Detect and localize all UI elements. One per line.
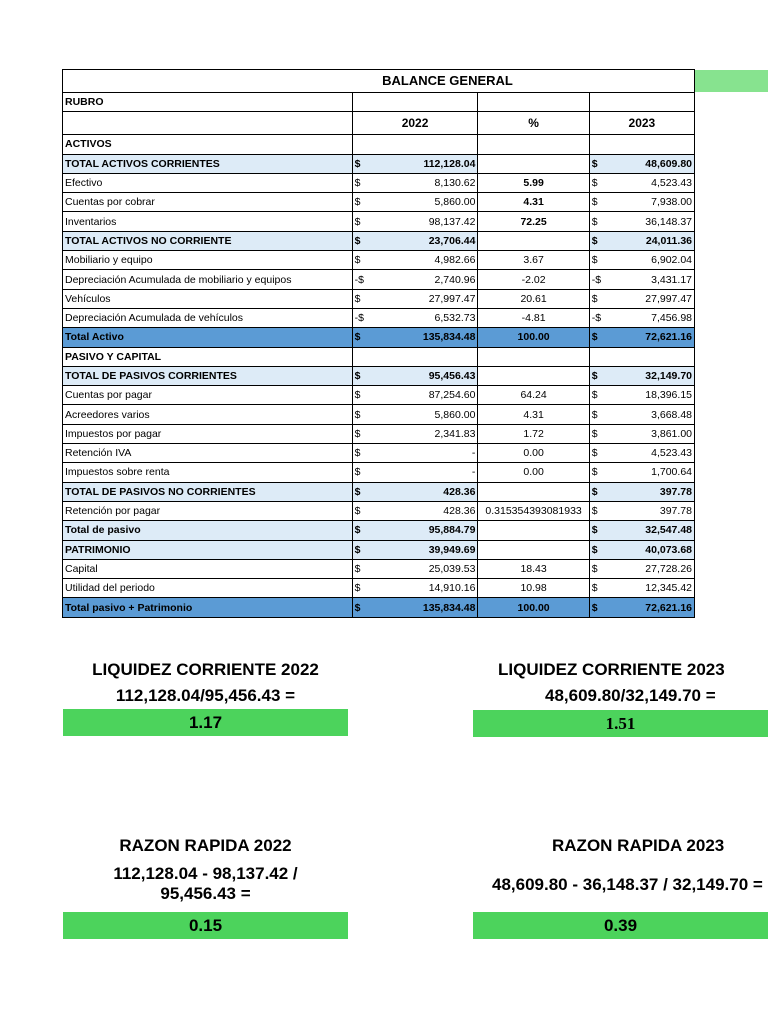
- table-title: BALANCE GENERAL: [63, 70, 695, 93]
- percent-value: 18.43: [478, 559, 589, 578]
- currency-2022: $: [352, 579, 362, 598]
- value-2022: 428.36: [362, 501, 477, 520]
- currency-2023: $: [589, 173, 599, 192]
- currency-2023: $: [589, 424, 599, 443]
- value-2023: 48,609.80: [600, 154, 695, 173]
- liquidez-2022-formula: 112,128.04/95,456.43 =: [115, 686, 296, 705]
- currency-2023: $: [589, 482, 599, 501]
- table-row: [63, 193, 695, 212]
- currency-2023: $: [589, 193, 599, 212]
- value-2022: 6,532.73: [362, 308, 477, 327]
- row-label: PATRIMONIO: [63, 540, 353, 559]
- table-row: [63, 463, 695, 482]
- currency-2023: $: [589, 231, 599, 250]
- subtotal-row: [63, 482, 695, 501]
- value-2023: 7,938.00: [600, 193, 695, 212]
- value-2022: 25,039.53: [362, 559, 477, 578]
- value-2023: 3,668.48: [600, 405, 695, 424]
- row-label: TOTAL ACTIVOS CORRIENTES: [63, 154, 353, 173]
- value-2022: 2,740.96: [362, 270, 477, 289]
- currency-2023: $: [589, 521, 599, 540]
- section-row: [63, 347, 695, 366]
- percent-value: 64.24: [478, 386, 589, 405]
- total-row: [63, 598, 695, 617]
- currency-2023: $: [589, 289, 599, 308]
- value-2023: 12,345.42: [600, 579, 695, 598]
- row-label: Impuestos sobre renta: [63, 463, 353, 482]
- currency-2023: [589, 347, 599, 366]
- value-2022: 14,910.16: [362, 579, 477, 598]
- percent-value: [478, 366, 589, 385]
- row-label: Total pasivo + Patrimonio: [63, 598, 353, 617]
- row-label: Mobiliario y equipo: [63, 251, 353, 270]
- value-2022: 95,456.43: [362, 366, 477, 385]
- value-2022: 8,130.62: [362, 173, 477, 192]
- percent-value: 0.315354393081933: [478, 501, 589, 520]
- currency-2023: $: [589, 579, 599, 598]
- currency-2022: $: [352, 366, 362, 385]
- currency-2022: -$: [352, 308, 362, 327]
- rapida-2022-result: 0.15: [63, 912, 348, 939]
- currency-2023: $: [589, 559, 599, 578]
- value-2023: 4,523.43: [600, 173, 695, 192]
- currency-2023: $: [589, 212, 599, 231]
- currency-2022: $: [352, 559, 362, 578]
- percent-value: [478, 231, 589, 250]
- value-2023: 3,861.00: [600, 424, 695, 443]
- percent-value: 72.25: [478, 212, 589, 231]
- percent-value: 4.31: [478, 193, 589, 212]
- row-label: Retención por pagar: [63, 501, 353, 520]
- subtotal-row: [63, 366, 695, 385]
- row-label: Cuentas por cobrar: [63, 193, 353, 212]
- value-2022: 5,860.00: [362, 193, 477, 212]
- row-label: Depreciación Acumulada de vehículos: [63, 308, 353, 327]
- value-2022: -: [362, 463, 477, 482]
- rapida-2023-title: RAZON RAPIDA 2023: [552, 836, 725, 855]
- value-2022: 95,884.79: [362, 521, 477, 540]
- table-title-row: [63, 70, 695, 93]
- currency-2023: $: [589, 405, 599, 424]
- currency-2023: [589, 135, 599, 154]
- percent-value: -4.81: [478, 308, 589, 327]
- table-row: [63, 289, 695, 308]
- year-header-row: [63, 112, 695, 135]
- currency-2022: $: [352, 193, 362, 212]
- value-2023: 40,073.68: [600, 540, 695, 559]
- currency-2022: $: [352, 386, 362, 405]
- rapida-2023-formula: 48,609.80 - 36,148.37 / 32,149.70 =: [492, 875, 763, 894]
- value-2023: 3,431.17: [600, 270, 695, 289]
- year-2023-header: 2023: [589, 112, 694, 135]
- percent-value: [478, 540, 589, 559]
- rapida-2023-result: 0.39: [473, 912, 768, 939]
- row-label: Retención IVA: [63, 444, 353, 463]
- row-label: Inventarios: [63, 212, 353, 231]
- row-label: ACTIVOS: [63, 135, 353, 154]
- currency-2023: $: [589, 501, 599, 520]
- row-label: Utilidad del periodo: [63, 579, 353, 598]
- currency-2022: [352, 347, 362, 366]
- currency-2023: -$: [589, 308, 599, 327]
- value-2022: 27,997.47: [362, 289, 477, 308]
- percent-value: 5.99: [478, 173, 589, 192]
- value-2023: 4,523.43: [600, 444, 695, 463]
- subtotal-row: [63, 154, 695, 173]
- row-label: Capital: [63, 559, 353, 578]
- subtotal-row: [63, 540, 695, 559]
- table-row: [63, 212, 695, 231]
- currency-2023: -$: [589, 270, 599, 289]
- currency-2023: $: [589, 444, 599, 463]
- row-label: PASIVO Y CAPITAL: [63, 347, 353, 366]
- value-2022: 5,860.00: [362, 405, 477, 424]
- percent-value: [478, 482, 589, 501]
- value-2022: 39,949.69: [362, 540, 477, 559]
- table-row: [63, 308, 695, 327]
- percent-value: [478, 154, 589, 173]
- percent-value: 100.00: [478, 328, 589, 347]
- currency-2022: $: [352, 154, 362, 173]
- currency-2022: $: [352, 251, 362, 270]
- year-2022-header: 2022: [352, 112, 478, 135]
- row-label: TOTAL ACTIVOS NO CORRIENTE: [63, 231, 353, 250]
- table-row: [63, 559, 695, 578]
- rubro-label: RUBRO: [63, 93, 353, 112]
- value-2022: 98,137.42: [362, 212, 477, 231]
- percent-value: 10.98: [478, 579, 589, 598]
- currency-2023: $: [589, 328, 599, 347]
- value-2023: 18,396.15: [600, 386, 695, 405]
- currency-2022: $: [352, 405, 362, 424]
- currency-2022: $: [352, 328, 362, 347]
- percent-value: 4.31: [478, 405, 589, 424]
- liquidez-2022-title: LIQUIDEZ CORRIENTE 2022: [92, 660, 319, 679]
- value-2023: 397.78: [600, 501, 695, 520]
- value-2022: 87,254.60: [362, 386, 477, 405]
- value-2023: 7,456.98: [600, 308, 695, 327]
- table-row: [63, 501, 695, 520]
- liquidez-2023-result: 1.51: [473, 710, 768, 737]
- value-2023: 1,700.64: [600, 463, 695, 482]
- currency-2022: $: [352, 482, 362, 501]
- table-row: [63, 405, 695, 424]
- currency-2022: $: [352, 501, 362, 520]
- rubro-row: [63, 93, 695, 112]
- table-row: [63, 173, 695, 192]
- row-label: Total de pasivo: [63, 521, 353, 540]
- percent-value: -2.02: [478, 270, 589, 289]
- rapida-2022-formula: 112,128.04 - 98,137.42 / 95,456.43 =: [113, 864, 298, 903]
- currency-2022: $: [352, 173, 362, 192]
- value-2023: 397.78: [600, 482, 695, 501]
- value-2022: 135,834.48: [362, 328, 477, 347]
- percent-value: 0.00: [478, 463, 589, 482]
- currency-2022: $: [352, 540, 362, 559]
- percent-value: 1.72: [478, 424, 589, 443]
- value-2023: [600, 347, 695, 366]
- currency-2022: $: [352, 424, 362, 443]
- balance-table: [62, 69, 695, 618]
- value-2023: 6,902.04: [600, 251, 695, 270]
- liquidez-2023-formula: 48,609.80/32,149.70 =: [545, 686, 716, 705]
- row-label: Cuentas por pagar: [63, 386, 353, 405]
- liquidez-2023-title: LIQUIDEZ CORRIENTE 2023: [498, 660, 725, 679]
- percent-value: 3.67: [478, 251, 589, 270]
- currency-2022: [352, 135, 362, 154]
- subtotal-row: [63, 231, 695, 250]
- row-label: Total Activo: [63, 328, 353, 347]
- percent-header: %: [478, 112, 589, 135]
- value-2023: 32,547.48: [600, 521, 695, 540]
- currency-2022: -$: [352, 270, 362, 289]
- table-row: [63, 579, 695, 598]
- currency-2023: $: [589, 386, 599, 405]
- value-2023: 72,621.16: [600, 328, 695, 347]
- currency-2022: $: [352, 212, 362, 231]
- row-label: Vehículos: [63, 289, 353, 308]
- value-2022: 4,982.66: [362, 251, 477, 270]
- table-row: [63, 270, 695, 289]
- rapida-2022-title: RAZON RAPIDA 2022: [119, 836, 292, 855]
- table-row: [63, 444, 695, 463]
- table-row: [63, 386, 695, 405]
- row-label: Depreciación Acumulada de mobiliario y equipos: [63, 270, 353, 289]
- value-2023: 24,011.36: [600, 231, 695, 250]
- value-2022: [362, 135, 477, 154]
- value-2022: 23,706.44: [362, 231, 477, 250]
- row-label: Acreedores varios: [63, 405, 353, 424]
- subtotal-row: [63, 521, 695, 540]
- currency-2023: $: [589, 540, 599, 559]
- table-row: [63, 251, 695, 270]
- percent-value: [478, 521, 589, 540]
- value-2023: [600, 135, 695, 154]
- percent-value: 0.00: [478, 444, 589, 463]
- value-2022: 2,341.83: [362, 424, 477, 443]
- currency-2022: $: [352, 598, 362, 617]
- liquidez-2022-result: 1.17: [63, 709, 348, 736]
- value-2022: [362, 347, 477, 366]
- value-2023: 27,997.47: [600, 289, 695, 308]
- currency-2023: $: [589, 366, 599, 385]
- row-label: TOTAL DE PASIVOS CORRIENTES: [63, 366, 353, 385]
- currency-2023: $: [589, 463, 599, 482]
- row-label: Efectivo: [63, 173, 353, 192]
- table-row: [63, 424, 695, 443]
- percent-value: 100.00: [478, 598, 589, 617]
- value-2023: 36,148.37: [600, 212, 695, 231]
- currency-2023: $: [589, 598, 599, 617]
- percent-value: 20.61: [478, 289, 589, 308]
- currency-2022: $: [352, 463, 362, 482]
- currency-2022: $: [352, 444, 362, 463]
- value-2023: 72,621.16: [600, 598, 695, 617]
- currency-2023: $: [589, 154, 599, 173]
- value-2022: 112,128.04: [362, 154, 477, 173]
- section-row: [63, 135, 695, 154]
- currency-2022: $: [352, 289, 362, 308]
- currency-2023: $: [589, 251, 599, 270]
- percent-value: [478, 347, 589, 366]
- currency-2022: $: [352, 231, 362, 250]
- value-2022: 135,834.48: [362, 598, 477, 617]
- currency-2022: $: [352, 521, 362, 540]
- row-label: TOTAL DE PASIVOS NO CORRIENTES: [63, 482, 353, 501]
- percent-value: [478, 135, 589, 154]
- value-2022: 428.36: [362, 482, 477, 501]
- value-2023: 27,728.26: [600, 559, 695, 578]
- total-row: [63, 328, 695, 347]
- value-2023: 32,149.70: [600, 366, 695, 385]
- row-label: Impuestos por pagar: [63, 424, 353, 443]
- header-green-band: [694, 70, 768, 92]
- value-2022: -: [362, 444, 477, 463]
